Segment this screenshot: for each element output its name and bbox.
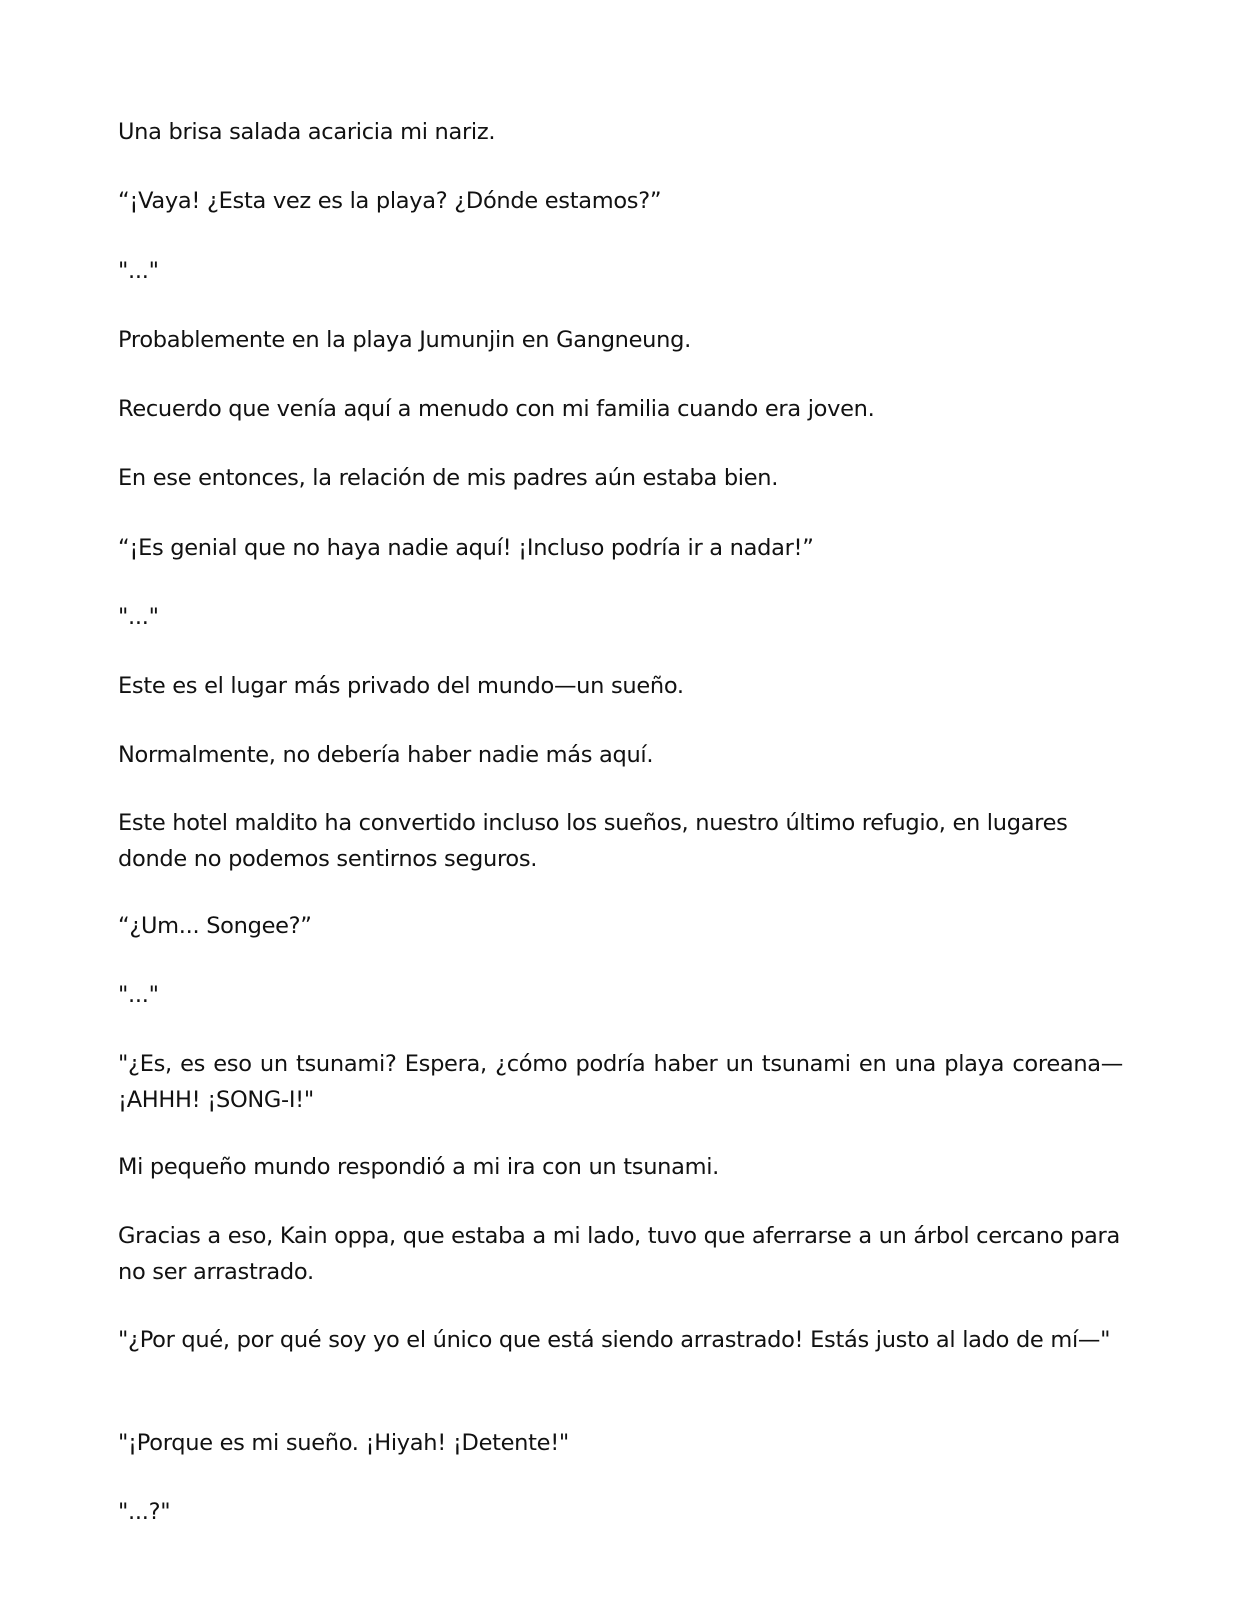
paragraph: "...?" — [118, 1499, 171, 1525]
paragraph: “¡Es genial que no haya nadie aquí! ¡Incluso podría ir a nadar!” — [118, 535, 814, 561]
paragraph: "¡Porque es mi sueño. ¡Hiyah! ¡Detente!" — [118, 1430, 569, 1456]
paragraph: Normalmente, no debería haber nadie más aquí. — [118, 742, 654, 768]
paragraph: Una brisa salada acaricia mi nariz. — [118, 119, 496, 145]
paragraph: Este hotel maldito ha convertido incluso los sueños, nuestro último refugio, en lugares donde no podemos sentirnos seguros. — [118, 810, 1068, 872]
paragraph: “¡Vaya! ¿Esta vez es la playa? ¿Dónde estamos?” — [118, 188, 662, 214]
paragraph: En ese entonces, la relación de mis padres aún estaba bien. — [118, 465, 779, 491]
paragraph: "..." — [118, 982, 159, 1008]
paragraph: "..." — [118, 604, 159, 630]
paragraph: "..." — [118, 258, 159, 284]
paragraph: "¿Por qué, por qué soy yo el único que está siendo arrastrado! Estás justo al lado de mí—" — [118, 1327, 1111, 1353]
paragraph: Recuerdo que venía aquí a menudo con mi familia cuando era joven. — [118, 396, 875, 422]
paragraph: “¿Um... Songee?” — [118, 913, 312, 939]
paragraph: Probablemente en la playa Jumunjin en Gangneung. — [118, 327, 691, 353]
paragraph: "¿Es, es eso un tsunami? Espera, ¿cómo podría haber un tsunami en una playa coreana—¡AHHH! ¡SONG-I!" — [118, 1051, 1123, 1113]
paragraph: Este es el lugar más privado del mundo—un sueño. — [118, 673, 684, 699]
paragraph: Mi pequeño mundo respondió a mi ira con un tsunami. — [118, 1154, 720, 1180]
paragraph: Gracias a eso, Kain oppa, que estaba a mi lado, tuvo que aferrarse a un árbol cercano para no ser arrastrado. — [118, 1223, 1120, 1285]
